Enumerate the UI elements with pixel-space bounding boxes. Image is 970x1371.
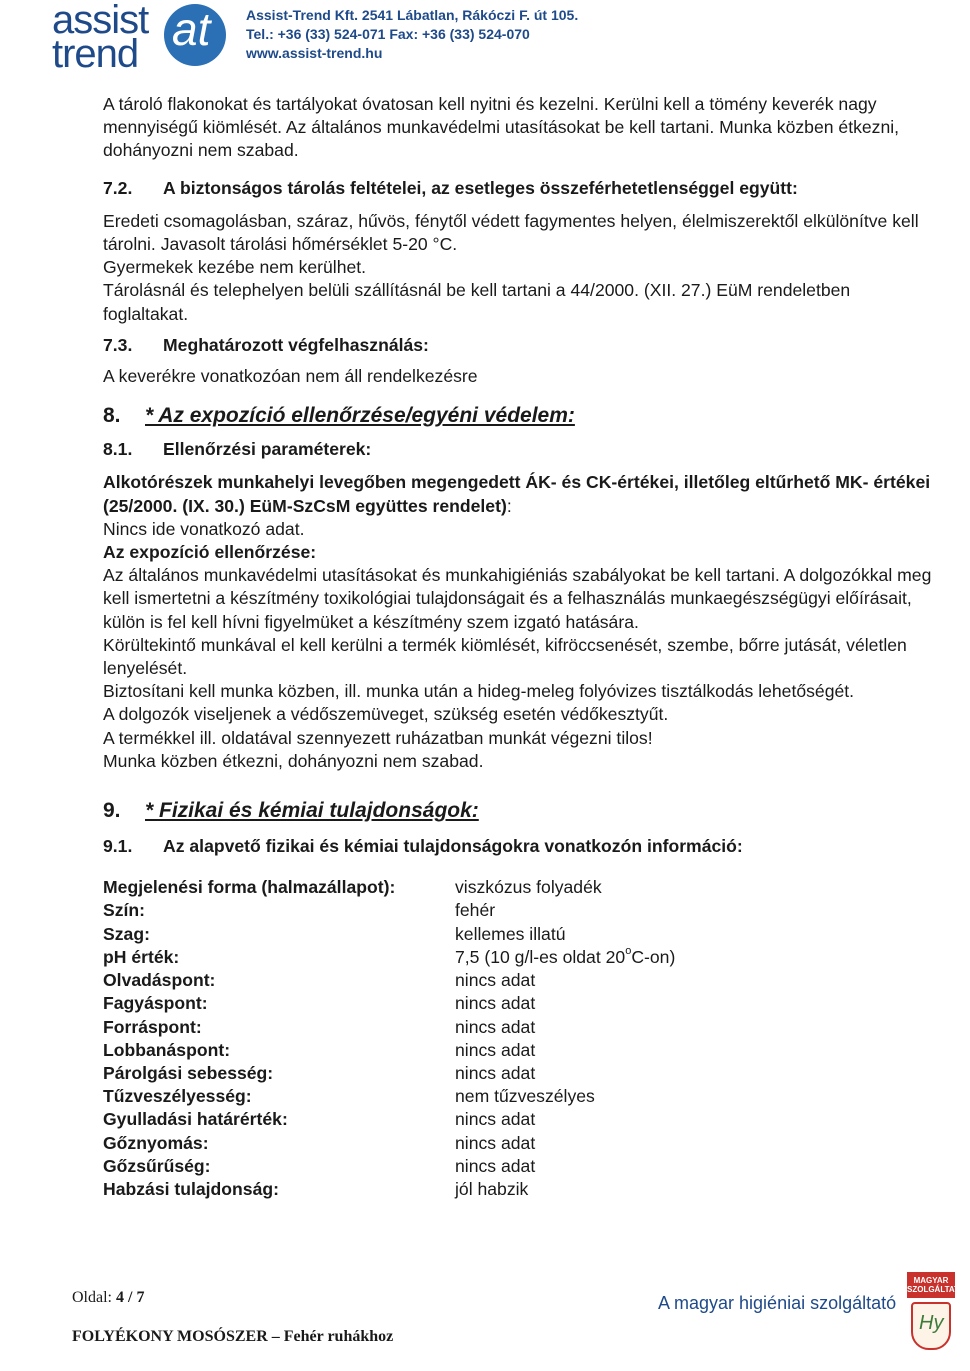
- product-name: FOLYÉKONY MOSÓSZER: [72, 1328, 268, 1345]
- page-indicator: [72, 1289, 144, 1307]
- magyar-szolgaltatas-badge-icon: [907, 1272, 970, 1360]
- section-9-heading: [103, 797, 933, 825]
- property-label: Habzási tulajdonság:: [103, 1178, 279, 1199]
- section-title: Meghatározott végfelhasználás:: [163, 334, 429, 355]
- end-use-text: A keverékre vonatkozóan nem áll rendelkezésre: [103, 366, 478, 387]
- property-label: Gőznyomás:: [103, 1132, 209, 1153]
- section-title: * Fizikai és kémiai tulajdonságok:: [145, 799, 479, 823]
- property-row: [103, 876, 933, 899]
- property-label: Szín:: [103, 900, 146, 921]
- properties-table: [103, 876, 933, 1201]
- exposure-control-title: Az expozíció ellenőrzése:: [103, 542, 317, 563]
- degree-mark: o: [625, 945, 632, 958]
- section-9-1-heading: [103, 835, 933, 858]
- section-title: Az alapvető fizikai és kémiai tulajdonságokra vonatkozón információ:: [163, 836, 743, 857]
- shield-icon: [911, 1302, 951, 1350]
- property-value: fehér: [455, 900, 496, 921]
- section-7-3-heading: [103, 334, 933, 357]
- children-warning: Gyermekek kezébe nem kerülhet.: [103, 257, 367, 278]
- company-info: [246, 6, 578, 63]
- property-label: Gyulladási határérték:: [103, 1109, 288, 1130]
- property-row: [103, 1132, 933, 1155]
- property-label: Lobbanáspont:: [103, 1039, 231, 1060]
- page-label: Oldal:: [72, 1289, 112, 1306]
- property-label: Megjelenési forma (halmazállapot):: [103, 877, 396, 898]
- storage-conditions: Eredeti csomagolásban, száraz, hűvös, fénytől védett fagymentes helyen, élelmiszerektől elkülönítve kell tárolni. Javasolt tárolási hőmérséklet 5-20 °C.: [103, 210, 919, 255]
- section-number: 9.1.: [103, 836, 133, 857]
- product-variant: Fehér ruhákhoz: [283, 1328, 394, 1345]
- property-value: kellemes illatú: [455, 923, 566, 944]
- property-value: jól habzik: [455, 1178, 529, 1199]
- logo-at-icon: [164, 4, 226, 66]
- property-value: nincs adat: [455, 970, 536, 991]
- section-8-heading: [103, 402, 933, 430]
- property-label: Párolgási sebesség:: [103, 1062, 274, 1083]
- exposure-text-3: Biztosítani kell munka közben, ill. munka után a hideg-meleg folyóvizes tisztálkodás lehetőségét.: [103, 681, 855, 702]
- document-body: [103, 93, 933, 1201]
- limits-colon: :: [506, 495, 512, 516]
- property-value: nincs adat: [455, 1039, 536, 1060]
- property-value: viszkózus folyadék: [455, 877, 602, 898]
- badge-label: MAGYAR SZOLGÁLTATÁS: [907, 1272, 955, 1298]
- property-label: Forráspont:: [103, 1016, 202, 1037]
- ph-unit: C-on): [631, 946, 676, 967]
- property-label: Tűzveszélyesség:: [103, 1086, 252, 1107]
- property-label: Gőzsűrűség:: [103, 1155, 211, 1176]
- property-row: [103, 969, 933, 992]
- section-title: Ellenőrzési paraméterek:: [163, 439, 372, 460]
- property-row: [103, 923, 933, 946]
- section-title: * Az expozíció ellenőrzése/egyéni védelem:: [145, 404, 575, 428]
- logo-word-trend: trend: [52, 32, 139, 76]
- property-row: [103, 946, 933, 969]
- property-value: nincs adat: [455, 1155, 536, 1176]
- section-7-2-heading: [103, 177, 933, 200]
- limits-text: Nincs ide vonatkozó adat.: [103, 518, 305, 539]
- exposure-text-1: Az általános munkavédelmi utasításokat és munkahigiéniás szabályokat be kell tartani. A dolgozókkal meg kell ismertetni a készítmény toxikológiai tulajdonságait és a felhasználás munkaegészségügyi előírásait, külön is fel kell hívni figyelmüket a készítmény szem izgató hatására.: [103, 565, 932, 632]
- property-row: [103, 1085, 933, 1108]
- section-number: 7.2.: [103, 177, 133, 198]
- product-dash: –: [271, 1328, 280, 1345]
- storage-regulation: Tárolásnál és telephelyen belüli szállításnál be kell tartani a 44/2000. (XII. 27.) EüM rendeletben foglaltakat.: [103, 280, 851, 324]
- company-contact: Tel.: +36 (33) 524-071 Fax: +36 (33) 524-070: [246, 26, 530, 42]
- limits-title: Alkotórészek munkahelyi levegőben megengedett ÁK- és CK-értékei, illetőleg eltűrhető MK- értékei (25/2000. (IX. 30.) EüM-SzCsM együttes rendelet): [103, 472, 931, 516]
- exposure-text-6: Munka közben étkezni, dohányozni nem szabad.: [103, 750, 484, 771]
- page-number: 4 / 7: [116, 1289, 145, 1306]
- section-number: 8.1.: [103, 439, 133, 460]
- logo-word-assist: assist: [52, 0, 149, 42]
- property-value: nincs adat: [455, 993, 536, 1014]
- property-row: [103, 1016, 933, 1039]
- property-row: [103, 899, 933, 922]
- property-value: nincs adat: [455, 1109, 536, 1130]
- section-number: 8.: [103, 404, 121, 428]
- property-label: Olvadáspont:: [103, 970, 216, 991]
- property-value-ph: [455, 946, 675, 969]
- logo-at-mark: at: [172, 3, 211, 55]
- company-address: Assist-Trend Kft. 2541 Lábatlan, Rákóczi F. út 105.: [246, 7, 579, 23]
- property-row: [103, 1062, 933, 1085]
- section-number: 7.3.: [103, 334, 133, 355]
- assist-trend-logo: [52, 0, 232, 76]
- product-title: [72, 1328, 393, 1346]
- exposure-text-2: Körültekintő munkával el kell kerülni a termék kiömlését, kifröccsenését, szembe, bőrre jutását, véletlen lenyelését.: [103, 634, 907, 679]
- badge-mark: Hy: [919, 1312, 944, 1334]
- ph-value: 7,5 (10 g/l-es oldat 20: [455, 946, 626, 967]
- property-label: Szag:: [103, 923, 150, 944]
- property-row: [103, 1039, 933, 1062]
- property-row: [103, 1108, 933, 1131]
- company-website: www.assist-trend.hu: [246, 45, 383, 61]
- property-row: [103, 1155, 933, 1178]
- property-row: [103, 1178, 933, 1201]
- intro-paragraph: A tároló flakonokat és tartályokat óvatosan kell nyitni és kezelni. Kerülni kell a tömény keverék nagy mennyiségű kiömlését. Az általános munkavédelmi utasításokat be kell tartani. Munka közben étkezni, dohányozni nem szabad.: [103, 94, 900, 161]
- company-slogan: A magyar higiéniai szolgáltató: [658, 1293, 897, 1313]
- property-value: nem tűzveszélyes: [455, 1086, 595, 1107]
- exposure-text-5: A termékkel ill. oldatával szennyezett ruházatban munkát végezni tilos!: [103, 727, 653, 748]
- property-label: pH érték:: [103, 946, 180, 967]
- property-value: nincs adat: [455, 1062, 536, 1083]
- exposure-text-4: A dolgozók viseljenek a védőszemüveget, szükség esetén védőkesztyűt.: [103, 704, 669, 725]
- property-label: Fagyáspont:: [103, 993, 208, 1014]
- exposure-limits-heading: [103, 471, 933, 517]
- section-8-1-heading: [103, 438, 933, 461]
- section-number: 9.: [103, 799, 121, 823]
- property-value: nincs adat: [455, 1016, 536, 1037]
- section-title: A biztonságos tárolás feltételei, az esetleges összeférhetetlenséggel együtt:: [163, 177, 798, 198]
- property-row: [103, 992, 933, 1015]
- property-value: nincs adat: [455, 1132, 536, 1153]
